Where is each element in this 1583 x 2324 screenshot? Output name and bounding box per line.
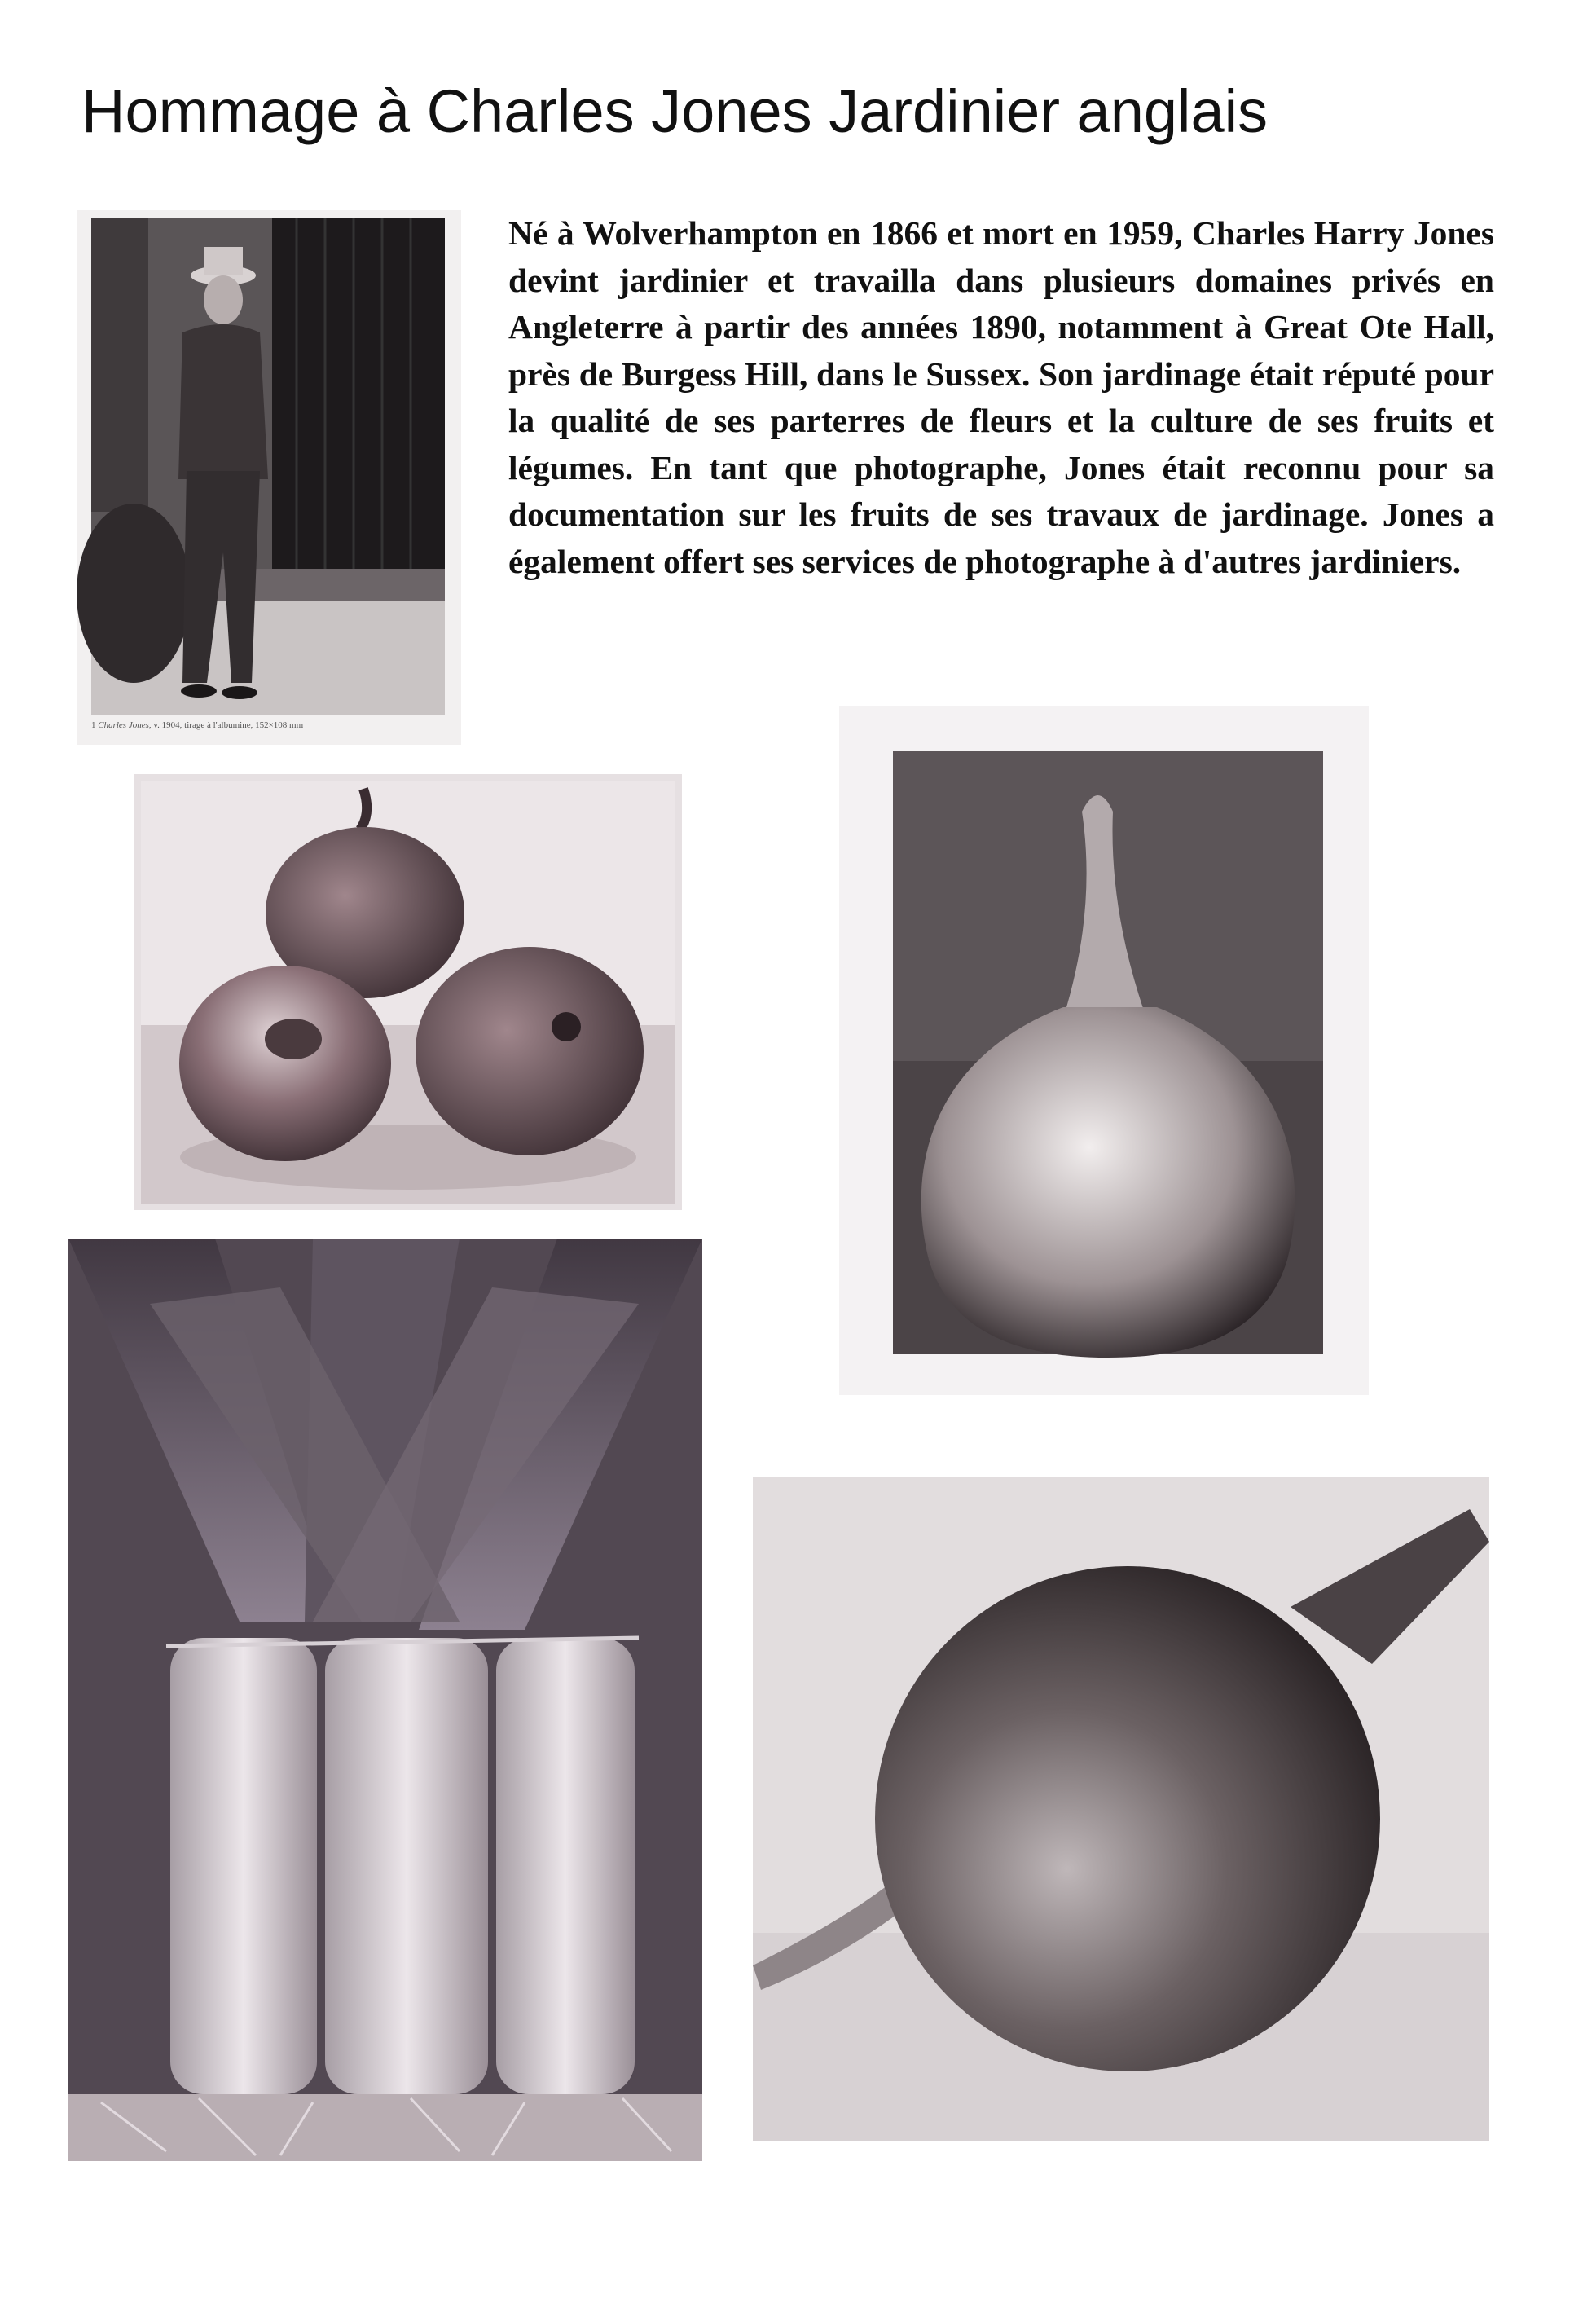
turnip-photo (753, 1477, 1489, 2141)
portrait-caption: 1 Charles Jones, v. 1904, tirage à l'albumine, 152×108 mm (91, 720, 304, 730)
portrait-photo (77, 210, 461, 745)
page-title: Hommage à Charles Jones Jardinier anglais (81, 77, 1269, 145)
leeks-photo (68, 1239, 702, 2161)
biography-text: Né à Wolverhampton en 1866 et mort en 1959, Charles Harry Jones devint jardinier et travailla dans plusieurs domaines privés en Angleterre à partir des années 1890, notamment à Great Ote Hall, près de Burgess Hill, dans le Sussex. Son jardinage était réputé pour la qualité de ses parterres de fleurs et la culture de ses fruits et légumes. En tant que photographe, Jones était reconnu pour sa documentation sur les fruits de ses travaux de jardinage. Jones a également offert ses services de photographe à d'autres jardiniers. (508, 214, 1494, 580)
single-onion-photo (839, 706, 1369, 1395)
three-onions-photo (134, 774, 682, 1210)
